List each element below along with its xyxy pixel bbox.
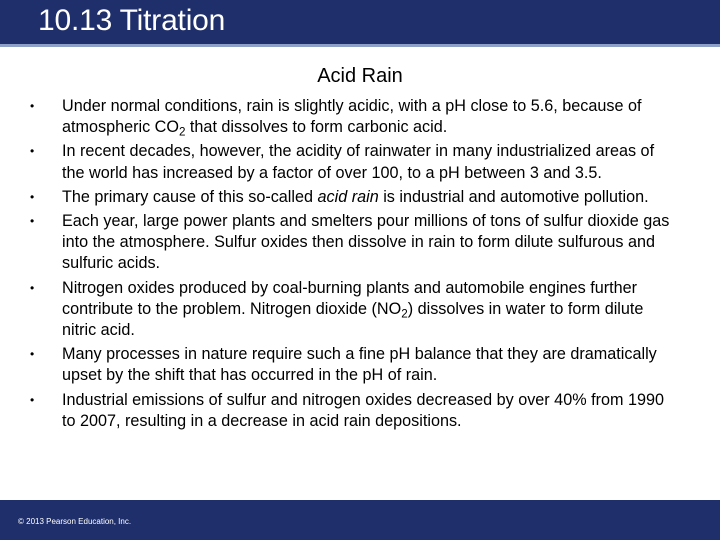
- text-run: ) dissolves in water to form dilute nitric acid.: [62, 299, 644, 340]
- bullet-item: [26, 211, 676, 275]
- header-divider: [0, 44, 720, 47]
- text-run: Nitrogen oxides produced by coal-burning plants and automobile engines further contribute to the problem. Nitrogen dioxide (NO: [62, 278, 638, 318]
- bullet-marker: •: [30, 99, 35, 113]
- bullet-marker: •: [30, 214, 35, 229]
- bullet-text: [62, 345, 657, 384]
- copyright-notice: © 2013 Pearson Education, Inc.: [18, 517, 132, 526]
- text-run: The primary cause of this so-called: [62, 187, 318, 206]
- text-run: In recent decades, however, the acidity of rainwater in many industrialized areas of the world has increased by a factor of over 100, to a pH between 3 and 3.5.: [62, 142, 655, 182]
- section-heading: Acid Rain: [317, 65, 403, 87]
- bullet-text: [62, 142, 654, 181]
- bullet-text: [62, 391, 664, 430]
- text-run: Industrial emissions of sulfur and nitrogen oxides decreased by over 40% from 1990 to 2007, resulting in a decrease in acid rain depositions.: [62, 390, 664, 430]
- bullet-text: [62, 188, 649, 206]
- text-run: Each year, large power plants and smelters pour millions of tons of sulfur dioxide gas into the atmosphere. Sulfur oxides then dissolve in rain to form dilute sulfurous and sulfuric acids.: [62, 212, 670, 273]
- bullet-marker: •: [30, 280, 35, 295]
- bullet-text: [62, 279, 643, 339]
- bullet-item: [26, 96, 676, 138]
- bullet-marker: •: [30, 392, 35, 407]
- text-run: is industrial and automotive pollution.: [378, 187, 649, 206]
- text-run: that dissolves to form carbonic acid.: [185, 118, 448, 137]
- bullet-text: [62, 212, 669, 272]
- subscript: 2: [178, 125, 186, 139]
- slide-title: 10.13 Titration: [38, 4, 226, 37]
- bullet-item: [26, 141, 676, 183]
- bullet-marker: •: [30, 189, 35, 204]
- bullet-text: [62, 97, 642, 139]
- text-run: Many processes in nature require such a fine pH balance that they are dramatically upset by the shift that has occurred in the pH of rain.: [62, 345, 657, 385]
- bullet-item: [26, 390, 676, 432]
- bullet-item: [26, 278, 676, 342]
- bullet-marker: •: [30, 144, 35, 159]
- bullet-list: [26, 96, 676, 435]
- italic-text: acid rain: [317, 187, 379, 206]
- subscript: 2: [401, 307, 408, 321]
- bullet-item: [26, 187, 676, 208]
- bullet-item: [26, 344, 676, 386]
- text-run: Under normal conditions, rain is slightly acidic, with a pH close to 5.6, because of atmospheric CO: [62, 97, 642, 137]
- bullet-marker: •: [30, 347, 35, 362]
